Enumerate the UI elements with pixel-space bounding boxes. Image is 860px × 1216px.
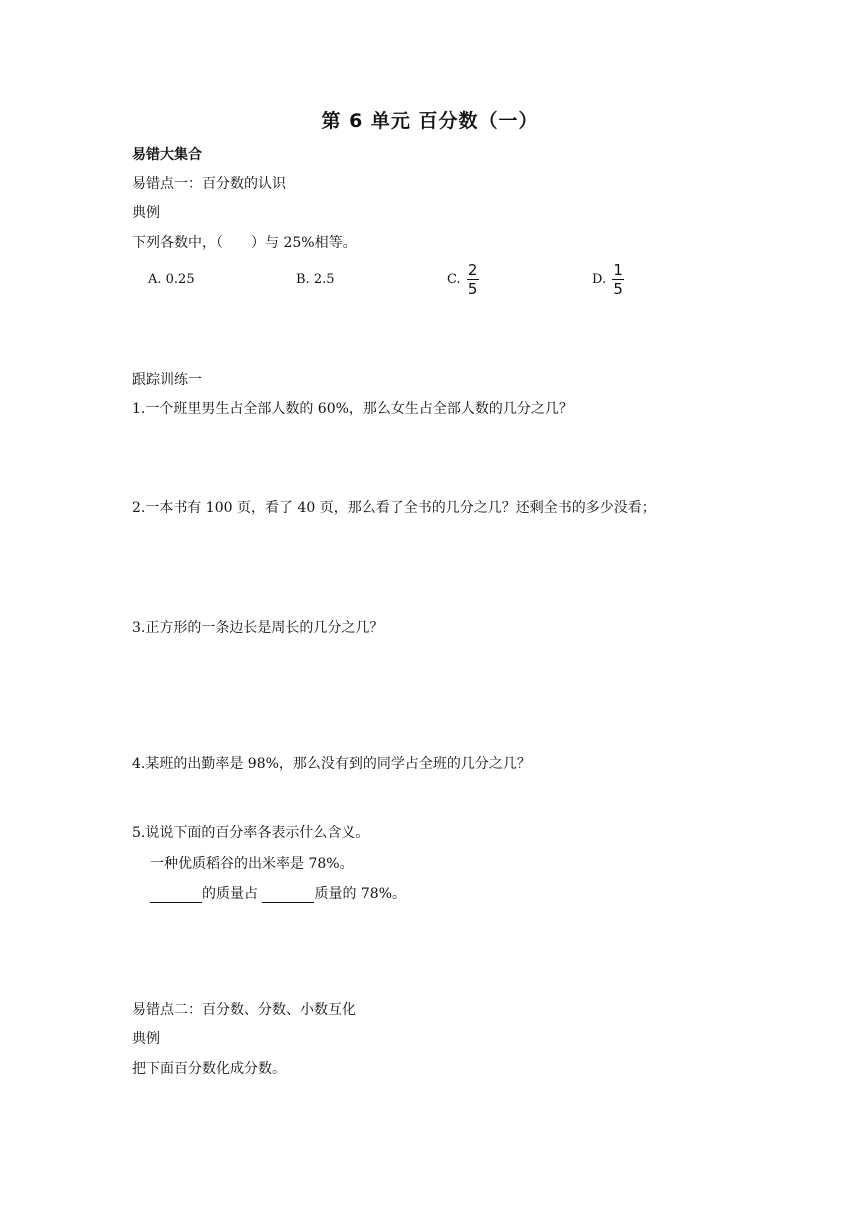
- point1-example-label: 典例: [132, 205, 160, 221]
- option-c-fraction: [467, 262, 479, 297]
- option-c: [447, 262, 479, 297]
- question-1: 1.一个班里男生占全部人数的 60%，那么女生占全部人数的几分之几？: [132, 401, 573, 417]
- training1-heading: 跟踪训练一: [132, 372, 202, 388]
- option-d-numerator: 1: [613, 261, 623, 279]
- option-b: [296, 272, 335, 288]
- option-b-label: B. 2.5: [296, 272, 335, 287]
- answer-blank-1[interactable]: [150, 888, 202, 903]
- question-5-sub: 一种优质稻谷的出米率是 78%。: [150, 856, 354, 872]
- point2-heading: 易错点二：百分数、分数、小数互化: [132, 1002, 356, 1018]
- question-5: 5.说说下面的百分率各表示什么含义。: [132, 825, 370, 841]
- section-heading: 易错大集合: [132, 147, 202, 163]
- option-d-prefix: D.: [592, 271, 607, 287]
- option-c-denominator: 5: [467, 280, 478, 298]
- blank-text-1: 的质量占: [202, 886, 263, 902]
- option-d-fraction: [612, 262, 624, 297]
- option-c-numerator: 2: [467, 261, 478, 279]
- answer-blank-2[interactable]: [262, 888, 314, 903]
- point1-question: 下列各数中，（ ）与 25%相等。: [132, 235, 357, 251]
- question-5-fill-line: [150, 885, 406, 903]
- question-4: 4.某班的出勤率是 98%，那么没有到的同学占全班的几分之几？: [132, 756, 531, 772]
- option-a: [148, 272, 195, 288]
- question-3: 3.正方形的一条边长是周长的几分之几？: [132, 620, 384, 636]
- point2-example-label: 典例: [132, 1031, 160, 1047]
- question-2: 2.一本书有 100 页，看了 40 页，那么看了全书的几分之几？还剩全书的多少没看；: [132, 500, 656, 516]
- point2-instruction: 把下面百分数化成分数。: [132, 1061, 286, 1077]
- blank-text-2: 质量的 78%。: [314, 886, 407, 902]
- option-d-denominator: 5: [613, 280, 623, 298]
- page-title: 第 6 单元 百分数（一）: [321, 110, 539, 132]
- option-a-label: A. 0.25: [148, 272, 195, 287]
- option-c-prefix: C.: [447, 271, 461, 287]
- option-d: [592, 262, 624, 297]
- point1-heading: 易错点一：百分数的认识: [132, 176, 286, 192]
